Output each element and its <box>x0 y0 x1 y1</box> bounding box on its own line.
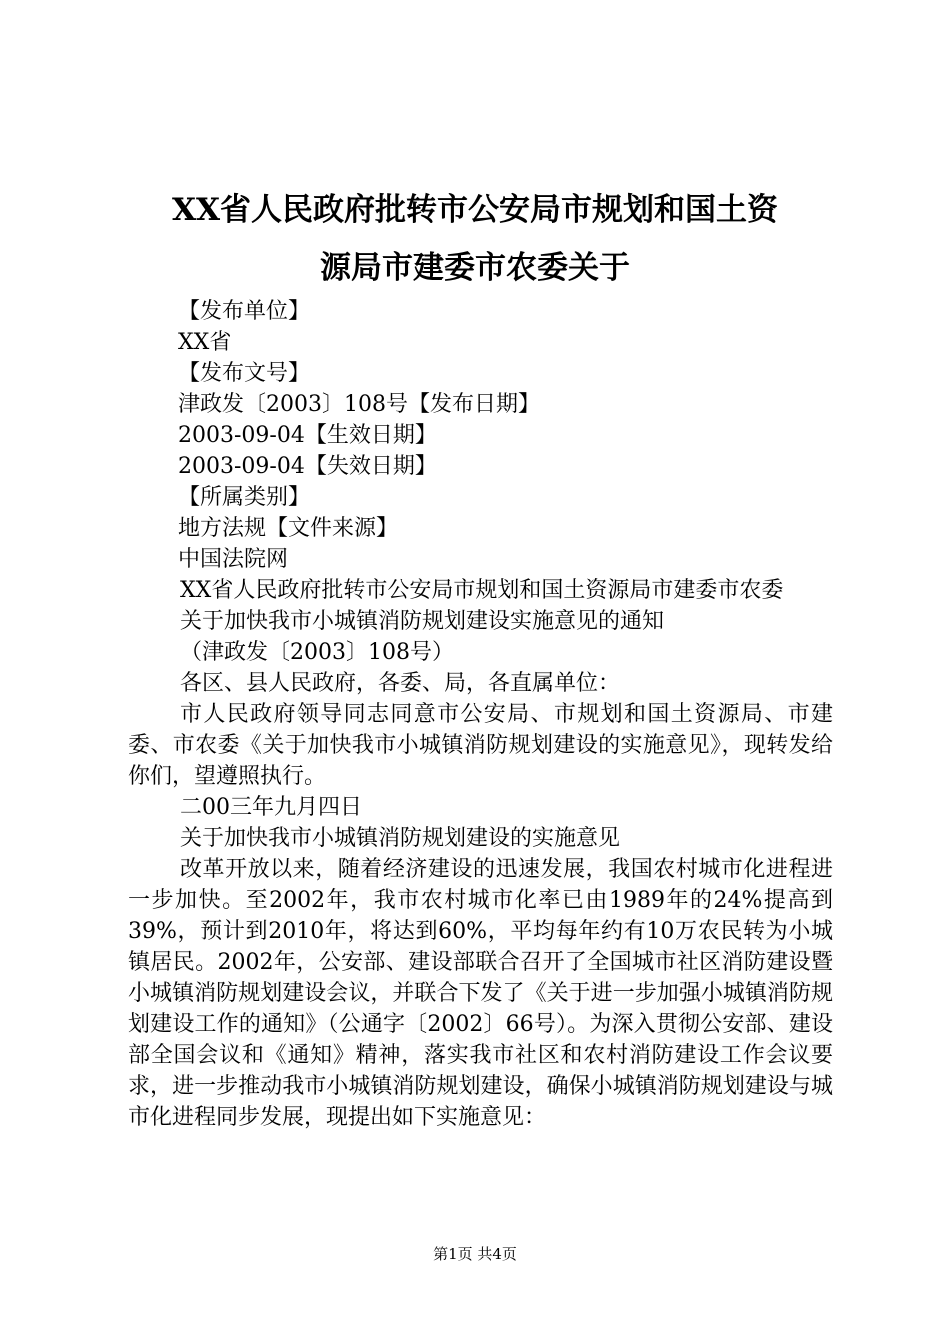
page-number-footer: 第1页 共4页 <box>433 1245 517 1263</box>
body-paragraph: 改革开放以来，随着经济建设的迅速发展，我国农村城市化进程进一步加快。至2002年，我市农村城市化率已由1989年的24%提高到39%，预计到2010年，将达到60%，平均每年约有10万农民转为小城镇居民。2002年，公安部、建设部联合召开了全国城市社区消防建设暨小城镇消防规划建设会议，并联合下发了《关于进一步加强小城镇消防规划建设工作的通知》（公通字〔2002〕66号）。为深入贯彻公安部、建设部全国会议和《通知》精神，落实我市社区和农村消防建设工作会议要求，进一步推动我市小城镇消防规划建设，确保小城镇消防规划建设与城市化进程同步发展，现提出如下实施意见： <box>128 857 833 1130</box>
meta-publisher-value: XX省 <box>178 330 232 355</box>
document-title-line-2: 源局市建委市农委关于 <box>320 250 630 286</box>
issue-date: 二00三年九月四日 <box>180 795 362 820</box>
addressee: 各区、县人民政府，各委、局，各直属单位： <box>180 671 621 696</box>
document-body <box>128 296 833 1133</box>
heading-paragraph: XX省人民政府批转市公安局市规划和国土资源局市建委市农委 <box>180 578 784 603</box>
meta-publisher-label: 【发布单位】 <box>178 299 311 324</box>
document-title-line-1: XX省人民政府批转市公安局市规划和国土资 <box>171 192 779 228</box>
notice-title: 关于加快我市小城镇消防规划建设实施意见的通知 <box>180 609 665 634</box>
meta-effective-date: 2003-09-04【失效日期】 <box>178 454 437 479</box>
opinion-title: 关于加快我市小城镇消防规划建设的实施意见 <box>180 826 621 851</box>
meta-doc-number-label: 【发布文号】 <box>178 361 311 386</box>
meta-doc-number-value: 津政发〔2003〕108号【发布日期】 <box>178 392 540 417</box>
meta-category-label: 【所属类别】 <box>178 485 311 510</box>
doc-number: （津政发〔2003〕108号） <box>180 640 454 665</box>
forward-paragraph: 市人民政府领导同志同意市公安局、市规划和国土资源局、市建委、市农委《关于加快我市小城镇消防规划建设的实施意见》，现转发给你们，望遵照执行。 <box>128 702 833 789</box>
meta-category-value: 地方法规【文件来源】 <box>178 516 399 541</box>
meta-publish-date: 2003-09-04【生效日期】 <box>178 423 437 448</box>
meta-source-value: 中国法院网 <box>178 547 289 572</box>
